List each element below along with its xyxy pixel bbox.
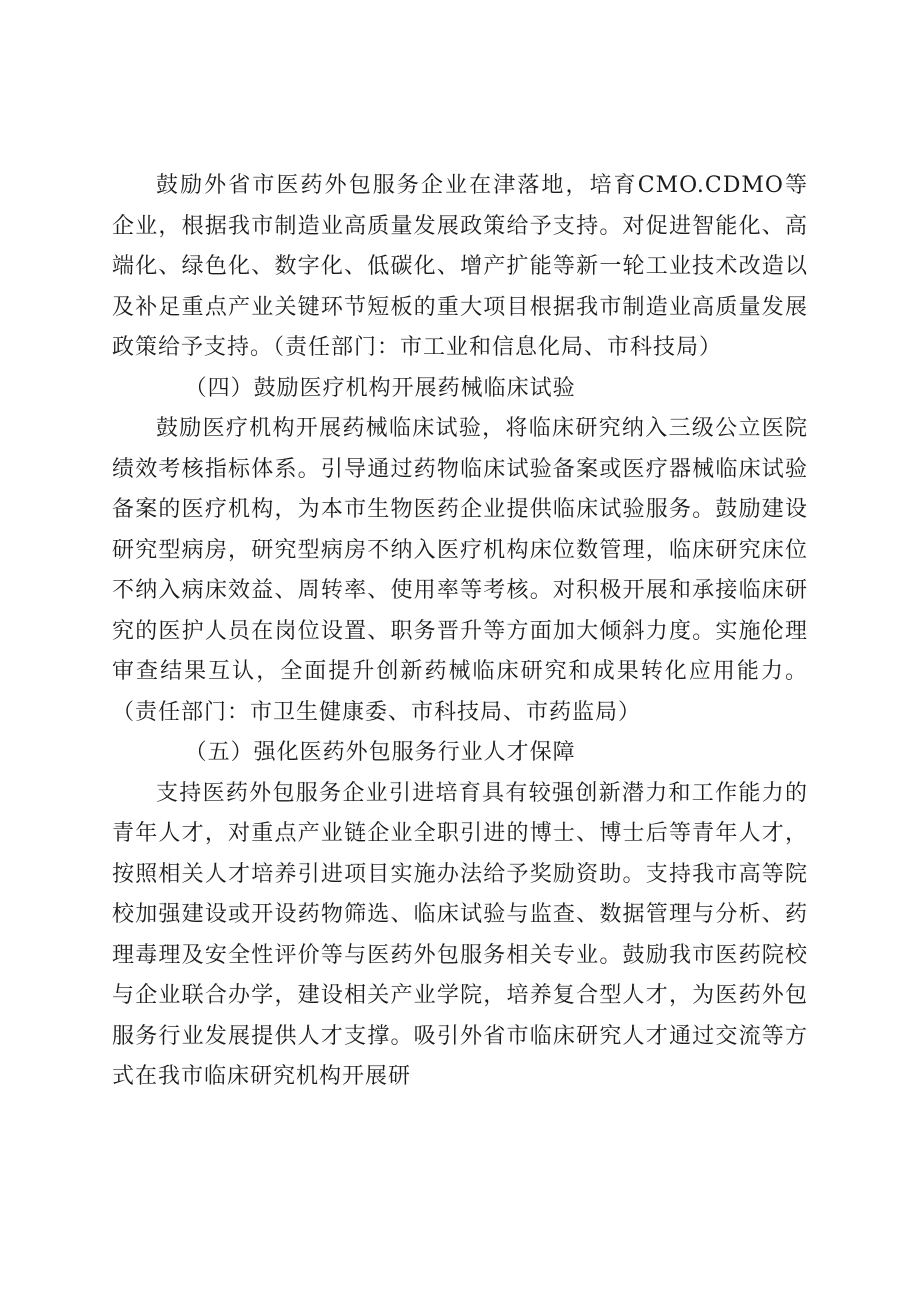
- section-heading-4: （四）鼓励医疗机构开展药械临床试验: [184, 375, 576, 401]
- document-body: [112, 166, 808, 1098]
- paragraph-cro-enterprises: 鼓励外省市医药外包服务企业在津落地，培育CMO.CDMO等企业，根据我市制造业高质量发展政策给予支持。对促进智能化、高端化、绿色化、数字化、低碳化、增产扩能等新一轮工业技术改造以及补足重点产业关键环节短板的重大项目根据我市制造业高质量发展政策给予支持。（责任部门：市工业和信息化局、市科技局）: [112, 173, 808, 360]
- paragraph-talent-support: 支持医药外包服务企业引进培育具有较强创新潜力和工作能力的青年人才，对重点产业链企业全职引进的博士、博士后等青年人才，按照相关人才培养引进项目实施办法给予奖励资助。支持我市高等院校加强建设或开设药物筛选、临床试验与监查、数据管理与分析、药理毒理及安全性评价等与医药外包服务相关专业。鼓励我市医药院校与企业联合办学，建设相关产业学院，培养复合型人才，为医药外包服务行业发展提供人才支撑。吸引外省市临床研究人才通过交流等方式在我市临床研究机构开展研: [112, 780, 808, 1089]
- paragraph-clinical-trials: 鼓励医疗机构开展药械临床试验，将临床研究纳入三级公立医院绩效考核指标体系。引导通过药物临床试验备案或医疗器械临床试验备案的医疗机构，为本市生物医药企业提供临床试验服务。鼓励建设研究型病房，研究型病房不纳入医疗机构床位数管理，临床研究床位不纳入病床效益、周转率、使用率等考核。对积极开展和承接临床研究的医护人员在岗位设置、职务晋升等方面加大倾斜力度。实施伦理审查结果互认，全面提升创新药械临床研究和成果转化应用能力。（责任部门：市卫生健康委、市科技局、市药监局）: [112, 416, 808, 725]
- section-heading-5: （五）强化医药外包服务行业人才保障: [184, 740, 576, 765]
